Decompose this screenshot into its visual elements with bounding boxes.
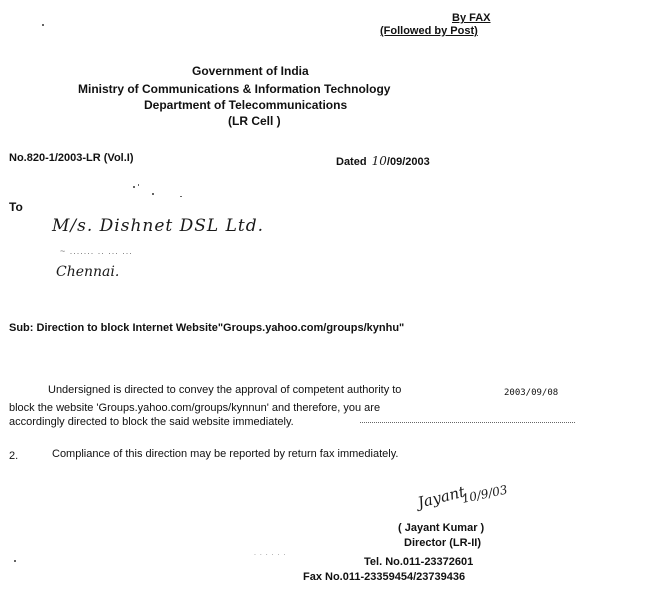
reference-date	[336, 154, 430, 168]
recipient-name-handwritten: M/s. Dishnet DSL Ltd.	[52, 216, 265, 236]
signature-name: ( Jayant Kumar )	[398, 522, 485, 534]
signature-handwritten: Jayant	[415, 482, 467, 512]
body-para1-line1: Undersigned is directed to convey the approval of competent authority to	[48, 384, 402, 396]
body-para1-line3: accordingly directed to block the said website immediately.	[9, 416, 294, 428]
signature-fax: Fax No.011-23359454/23739436	[303, 571, 466, 583]
body-para1-line2: block the website 'Groups.yahoo.com/groups/kynnun' and therefore, you are	[9, 402, 381, 414]
scan-speck	[14, 560, 16, 562]
signature-date-handwritten: 10/9/03	[460, 482, 509, 506]
dated-label: Dated	[336, 156, 367, 168]
received-stamp: 2003/09/08	[504, 388, 559, 398]
date-day-handwritten: 10	[371, 154, 387, 168]
delivery-mode: By FAX	[452, 12, 491, 24]
scribble-noise: ~ ....... .. ... ...	[60, 246, 133, 256]
reference-number: No.820-1/2003-LR (Vol.I)	[9, 152, 134, 164]
scan-speck	[133, 186, 135, 188]
signature-designation: Director (LR-II)	[404, 537, 481, 549]
letterhead-cell: (LR Cell )	[228, 114, 281, 128]
delivery-followup: (Followed by Post)	[380, 25, 478, 37]
scan-speck	[180, 196, 182, 197]
subject-line: Sub: Direction to block Internet Website"Groups.yahoo.com/groups/kynhu"	[9, 322, 405, 334]
letterhead-department: Department of Telecommunications	[144, 98, 348, 112]
scan-speck	[138, 184, 139, 186]
recipient-city-handwritten: Chennai.	[56, 264, 120, 280]
to-label: To	[9, 200, 23, 214]
scan-noise: . . . . . .	[254, 550, 287, 557]
letterhead-government: Government of India	[192, 64, 309, 78]
date-month-year: /09/2003	[386, 156, 430, 168]
body-para2-number: 2.	[9, 450, 19, 462]
letterhead-ministry: Ministry of Communications & Information Technology	[78, 82, 391, 96]
scan-speck	[152, 193, 154, 195]
body-para2-text: Compliance of this direction may be reported by return fax immediately.	[52, 448, 399, 460]
signature-tel: Tel. No.011-23372601	[364, 556, 474, 568]
scan-speck	[42, 24, 44, 26]
dotted-rule	[360, 422, 575, 423]
